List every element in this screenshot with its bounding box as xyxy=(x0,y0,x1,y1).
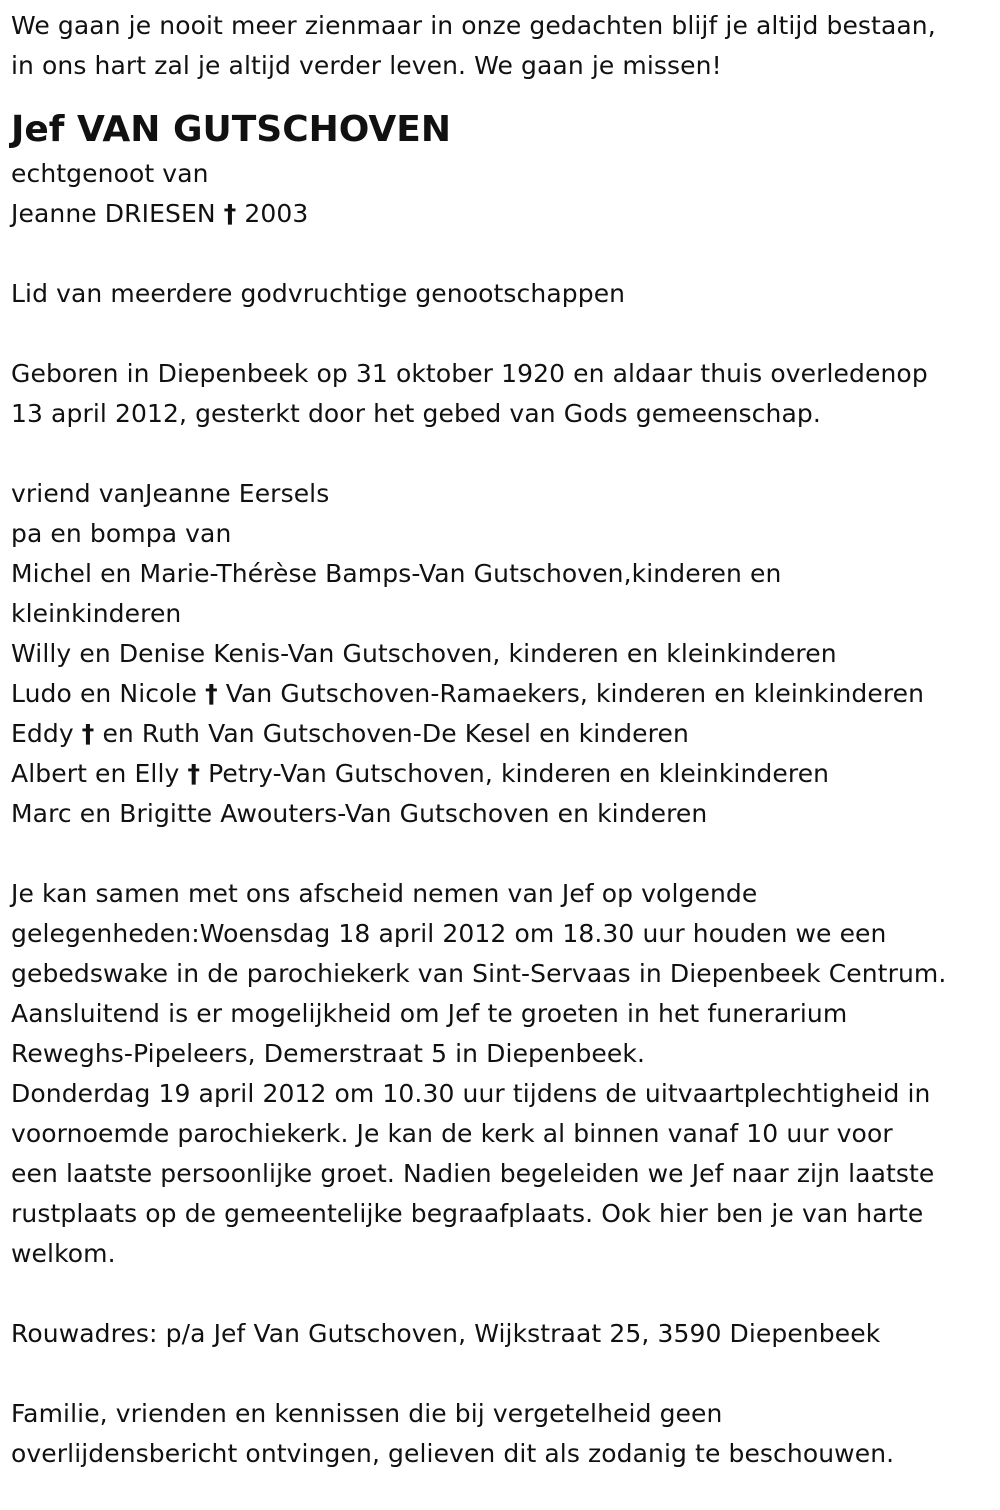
cross-icon: † xyxy=(187,759,201,788)
family-member-1b: kleinkinderen xyxy=(11,599,182,628)
cross-icon: † xyxy=(205,679,218,708)
mourning-address: Rouwadres: p/a Jef Van Gutschoven, Wijkstraat 25, 3590 Diepenbeek xyxy=(11,1319,881,1348)
ceremony-line-8: een laatste persoonlijke groet. Nadien begeleiden we Jef naar zijn laatste xyxy=(11,1159,935,1188)
ceremony-line-4: Aansluitend is er mogelijkheid om Jef te groeten in het funerarium xyxy=(11,999,848,1028)
intro-line-1: We gaan je nooit meer zienmaar in onze gedachten blijf je altijd bestaan, xyxy=(11,11,936,40)
obituary-page xyxy=(11,6,996,1474)
birth-death-line-2: 13 april 2012, gesterkt door het gebed van Gods gemeenschap. xyxy=(11,399,821,428)
family-member-4-rest: en Ruth Van Gutschoven-De Kesel en kinderen xyxy=(102,719,689,748)
family-member-5 xyxy=(11,754,996,794)
family-member-4-names: Eddy xyxy=(11,719,74,748)
spouse-label: echtgenoot van xyxy=(11,159,209,188)
spouse-year: 2003 xyxy=(244,199,309,228)
family-member-4 xyxy=(11,714,996,754)
ceremony-line-1: Je kan samen met ons afscheid nemen van Jef op volgende xyxy=(11,879,758,908)
cross-icon: † xyxy=(81,719,95,748)
family-member-5-rest: Petry-Van Gutschoven, kinderen en kleinkinderen xyxy=(208,759,830,788)
family-member-3-rest: Van Gutschoven-Ramaekers, kinderen en kleinkinderen xyxy=(225,679,925,708)
membership-text: Lid van meerdere godvruchtige genootschappen xyxy=(11,279,626,308)
spouse-name: Jeanne DRIESEN xyxy=(11,199,216,228)
family-member-6: Marc en Brigitte Awouters-Van Gutschoven en kinderen xyxy=(11,799,708,828)
ceremony-line-3: gebedswake in de parochiekerk van Sint-Servaas in Diepenbeek Centrum. xyxy=(11,959,947,988)
closing-line-2: overlijdensbericht ontvingen, gelieven dit als zodanig te beschouwen. xyxy=(11,1439,895,1468)
intro-line-2: in ons hart zal je altijd verder leven. We gaan je missen! xyxy=(11,51,722,80)
birth-death-line-1: Geboren in Diepenbeek op 31 oktober 1920 en aldaar thuis overledenop xyxy=(11,359,928,388)
parent-label: pa en bompa van xyxy=(11,519,232,548)
ceremony-line-2: gelegenheden:Woensdag 18 april 2012 om 18.30 uur houden we een xyxy=(11,919,887,948)
ceremony-line-9: rustplaats op de gemeentelijke begraafplaats. Ook hier ben je van harte xyxy=(11,1199,924,1228)
ceremony-line-7: voornoemde parochiekerk. Je kan de kerk al binnen vanaf 10 uur voor xyxy=(11,1119,893,1148)
ceremony-line-10: welkom. xyxy=(11,1239,116,1268)
family-member-2: Willy en Denise Kenis-Van Gutschoven, kinderen en kleinkinderen xyxy=(11,639,837,668)
cross-icon: † xyxy=(223,199,237,228)
deceased-name: Jef VAN GUTSCHOVEN xyxy=(11,109,451,150)
family-member-3-names: Ludo en Nicole xyxy=(11,679,198,708)
ceremony-line-5: Reweghs-Pipeleers, Demerstraat 5 in Diepenbeek. xyxy=(11,1039,645,1068)
family-member-1a: Michel en Marie-Thérèse Bamps-Van Gutschoven,kinderen en xyxy=(11,559,782,588)
closing-line-1: Familie, vrienden en kennissen die bij vergetelheid geen xyxy=(11,1399,723,1428)
family-member-5-names: Albert en Elly xyxy=(11,759,180,788)
ceremony-line-6: Donderdag 19 april 2012 om 10.30 uur tijdens de uitvaartplechtigheid in xyxy=(11,1079,931,1108)
family-member-3 xyxy=(11,674,996,714)
spouse-line xyxy=(11,194,996,234)
friend-line: vriend vanJeanne Eersels xyxy=(11,479,330,508)
